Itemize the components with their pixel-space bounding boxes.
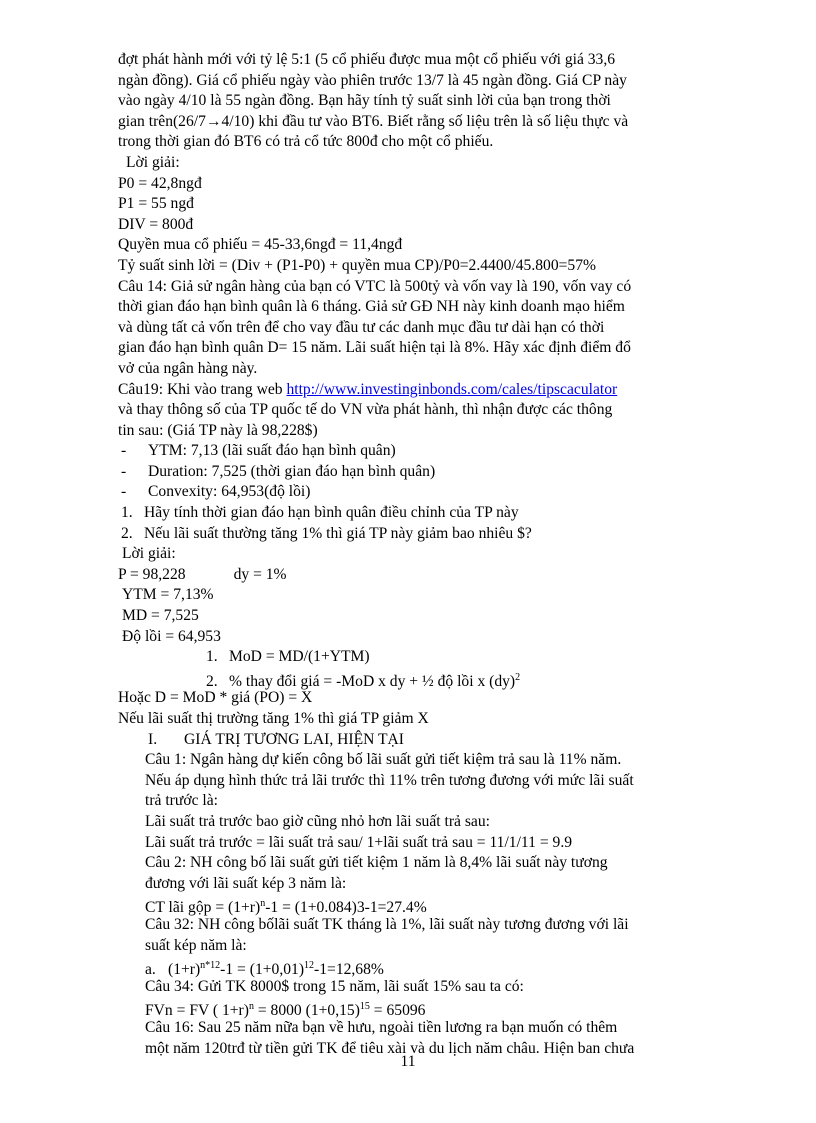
text-line: trả trước là:	[145, 792, 218, 810]
text-span: = 8000 (1+0,15)	[253, 1002, 360, 1020]
text-line: MD = 7,525	[122, 607, 199, 625]
text-line: Tỷ suất sinh lời = (Div + (P1-P0) + quyền mua CP)/P0=2.4400/45.800=57%	[118, 256, 597, 274]
text-line: Độ lồi = 64,953	[122, 627, 221, 645]
number-marker: 1.	[206, 648, 218, 666]
text-line: gian trên(26/7→4/10) khi đầu tư vào BT6. Biết rằng số liệu trên là số liệu thực và	[118, 112, 629, 130]
text-line: đợt phát hành mới với tỷ lệ 5:1 (5 cổ phiếu được mua một cổ phiếu với giá 33,6	[118, 51, 616, 68]
text-line: và thay thông số của TP quốc tế do VN vừa phát hành, thì nhận được các thông	[118, 401, 613, 419]
text-line: ngàn đồng). Giá cổ phiếu ngày vào phiên trước 13/7 là 45 ngàn đồng. Giá CP này	[118, 71, 627, 89]
bullet-item	[118, 482, 718, 503]
number-marker: 1.	[121, 504, 133, 522]
text-line: vào ngày 4/10 là 55 ngàn đồng. Bạn hãy tính tỷ suất sinh lời của bạn trong thời	[118, 92, 611, 110]
section-title: GIÁ TRỊ TƯƠNG LAI, HIỆN TẠI	[184, 730, 404, 748]
bullet-item	[118, 441, 718, 462]
text-line: P1 = 55 ngđ	[118, 195, 194, 213]
superscript: 15	[359, 1001, 370, 1013]
section-heading	[118, 730, 718, 751]
text-line: Lãi suất trả trước bao giờ cũng nhỏ hơn lãi suất trả sau:	[145, 812, 490, 830]
text-line: và dùng tất cả vốn trên để cho vay đầu tư các danh mục đầu tư dài hạn có thời	[118, 318, 605, 336]
number-marker: 2.	[206, 673, 218, 690]
numbered-item	[118, 647, 718, 668]
page-number: 11	[400, 1053, 416, 1070]
item-text: Hãy tính thời gian đáo hạn bình quân điều chỉnh của TP này	[144, 504, 519, 522]
formula-line	[118, 997, 718, 1018]
text-span: Câu19: Khi vào trang web	[118, 380, 287, 398]
formula-line	[118, 956, 718, 977]
text-span: dy = 1%	[233, 565, 287, 583]
bullet-text: Duration: 7,525 (thời gian đáo hạn bình quân)	[148, 462, 436, 480]
dash-marker: -	[121, 442, 127, 460]
section-number: I.	[148, 730, 158, 748]
bullet-item	[118, 462, 718, 483]
dash-marker: -	[121, 483, 127, 501]
question-19	[118, 380, 718, 401]
question-16: Câu 16: Sau 25 năm nữa bạn về hưu, ngoài tiền lương ra bạn muốn có thêm	[145, 1018, 618, 1036]
item-text: Nếu lãi suất thường tăng 1% thì giá TP này giảm bao nhiêu $?	[144, 524, 532, 542]
solution-heading: Lời giải:	[122, 545, 176, 563]
question-32: Câu 32: NH công bốlãi suất TK tháng là 1%, lãi suất này tương đương với lãi	[145, 915, 629, 933]
superscript: n	[260, 898, 266, 910]
text-line: thời gian đáo hạn bình quân là 6 tháng. Giả sử GĐ NH này kinh doanh mạo hiểm	[118, 298, 625, 316]
text-line: DIV = 800đ	[118, 215, 194, 233]
numbered-item	[118, 668, 718, 689]
bullet-text: Convexity: 64,953(độ lồi)	[148, 483, 311, 501]
text-line	[118, 565, 718, 586]
text-line: trong thời gian đó BT6 có trả cổ tức 800đ cho một cổ phiếu.	[118, 133, 494, 151]
letter-marker: a.	[145, 961, 156, 979]
text-line: vở của ngân hàng này.	[118, 359, 258, 377]
dash-marker: -	[121, 462, 127, 480]
number-marker: 2.	[121, 524, 133, 542]
text-line: Nếu áp dụng hình thức trả lãi trước thì 11% trên tương đương với mức lãi suất	[145, 771, 634, 789]
text-line: Quyền mua cổ phiếu = 45-33,6ngđ = 11,4ngđ	[118, 236, 403, 254]
text-line: gian đáo hạn bình quân D= 15 năm. Lãi suất hiện tại là 8%. Hãy xác định điểm đổ	[118, 339, 631, 357]
text-line: YTM = 7,13%	[122, 586, 214, 604]
text-span: (1+r)	[168, 961, 201, 979]
text-span: = 65096	[369, 1002, 426, 1020]
question-14: Câu 14: Giả sử ngân hàng của bạn có VTC là 500tỷ và vốn vay là 190, vốn vay có	[118, 277, 632, 295]
text-line: đương với lãi suất kép 3 năm là:	[145, 874, 347, 892]
numbered-item	[118, 524, 718, 545]
question-1: Câu 1: Ngân hàng dự kiến công bố lãi suất gửi tiết kiệm trả sau là 11% năm.	[145, 751, 622, 769]
question-34: Câu 34: Gửi TK 8000$ trong 15 năm, lãi suất 15% sau ta có:	[145, 977, 524, 995]
formula-text: % thay đổi giá = -MoD x dy + ½ độ lồi x (dy)	[229, 673, 516, 690]
text-span: FVn = FV ( 1+r)	[145, 1002, 249, 1020]
superscript: 2	[515, 671, 521, 683]
numbered-item	[118, 503, 718, 524]
solution-heading: Lời giải:	[126, 153, 180, 171]
text-line: Lãi suất trả trước = lãi suất trả sau/ 1+lãi suất trả sau = 11/1/11 = 9.9	[145, 833, 573, 851]
text-span: -1 = (1+0,01)	[220, 961, 305, 979]
text-line: Hoặc D = MoD * giá (PO) = X	[118, 689, 313, 707]
text-line: Nếu lãi suất thị trường tăng 1% thì giá TP giảm X	[118, 710, 429, 727]
superscript: n	[248, 1001, 254, 1013]
formula-line	[118, 894, 718, 915]
text-span: CT lãi gộp = (1+r)	[145, 899, 261, 917]
text-line: tin sau: (Giá TP này là 98,228$)	[118, 421, 318, 439]
text-span: P = 98,228	[118, 565, 186, 583]
bullet-text: YTM: 7,13 (lãi suất đáo hạn bình quân)	[148, 442, 396, 460]
text-line: suất kép năm là:	[145, 936, 247, 954]
superscript: n*12	[200, 960, 221, 972]
text-line: P0 = 42,8ngđ	[118, 174, 202, 192]
web-link[interactable]: http://www.investinginbonds.com/cales/tipscaculator	[286, 380, 618, 398]
question-2: Câu 2: NH công bố lãi suất gửi tiết kiệm 1 năm là 8,4% lãi suất này tương	[145, 854, 608, 872]
text-span: -1 = (1+0.084)3-1=27.4%	[265, 899, 427, 917]
text-span: -1=12,68%	[314, 961, 384, 979]
superscript: 12	[304, 960, 315, 972]
formula-text: MoD = MD/(1+YTM)	[229, 648, 370, 666]
text-line: một năm 120trđ từ tiền gửi TK để tiêu xài và du lịch năm châu. Hiện ban chưa	[145, 1039, 635, 1057]
document-body	[118, 50, 718, 1059]
